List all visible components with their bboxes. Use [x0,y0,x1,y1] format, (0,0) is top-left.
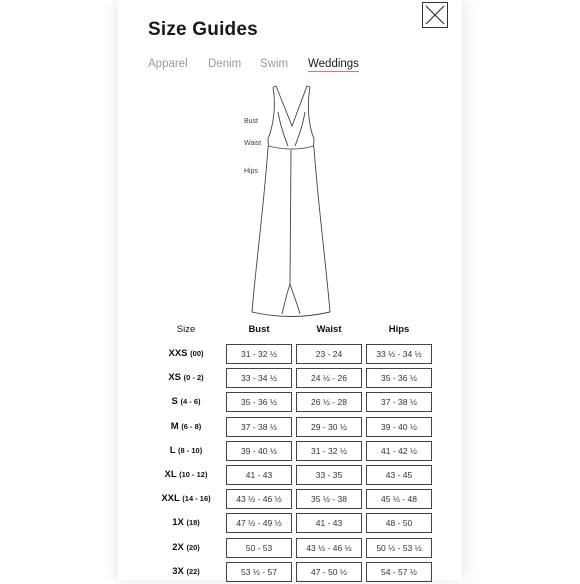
table-row [148,439,434,463]
waist-cell: 47 - 50 ½ [296,562,362,582]
waist-cell: 24 ½ - 26 [296,368,362,388]
bust-cell: 37 - 38 ½ [226,417,292,437]
bust-cell: 35 - 36 ½ [226,392,292,412]
waist-cell: 31 - 32 ½ [296,441,362,461]
size-label [148,542,224,553]
waist-cell: 26 ½ - 28 [296,392,362,412]
close-icon [425,5,445,25]
waist-cell: 43 ½ - 46 ½ [296,538,362,558]
bust-cell: 41 - 43 [226,465,292,485]
size-label [148,421,224,432]
table-row [148,487,434,511]
waist-cell: 35 ½ - 38 [296,489,362,509]
tab-denim[interactable]: Denim [208,58,242,70]
hips-cell: 41 - 42 ½ [366,441,432,461]
hips-cell: 54 - 57 ½ [366,562,432,582]
size-code: 3X [172,565,184,577]
hips-cell: 48 - 50 [366,513,432,533]
size-code: M [170,420,179,432]
table-row [148,342,434,366]
size-code: XXS [168,348,188,359]
size-label [148,566,224,577]
bust-cell: 39 - 40 ½ [226,441,292,461]
size-label [148,517,224,528]
bust-cell: 50 - 53 [226,538,292,558]
close-button[interactable] [422,2,448,28]
waist-cell: 29 - 30 ½ [296,417,362,437]
size-label [148,396,224,407]
waist-cell: 23 - 24 [296,344,362,364]
size-code: XXL [161,493,180,505]
size-code: XL [164,469,177,480]
waist-cell: 33 - 35 [296,465,362,485]
table-header [148,316,434,342]
table-row [148,536,434,560]
hips-label: Hips [244,168,259,175]
size-range: (0 - 2) [183,373,204,383]
size-code: 2X [172,541,184,553]
hips-cell: 33 ½ - 34 ½ [366,344,432,364]
bust-cell: 47 ½ - 49 ½ [226,513,292,533]
header-waist: Waist [316,324,342,335]
table-row [148,390,434,414]
table-row [148,511,434,535]
size-range: (10 - 12) [179,470,208,479]
size-label [148,493,224,504]
size-code: S [171,396,178,408]
size-label [148,445,224,456]
size-range: (8 - 10) [178,445,203,455]
size-code: 1X [172,517,184,529]
table-row [148,366,434,390]
size-label [148,372,224,383]
bust-cell: 33 - 34 ½ [226,368,292,388]
size-range: (6 - 8) [181,421,202,431]
table-row [148,560,434,584]
size-code: XS [168,372,182,384]
size-range: (18) [186,518,200,528]
size-range: (00) [190,349,204,358]
waist-cell: 41 - 43 [296,513,362,533]
size-label [148,469,224,480]
header-size: Size [176,324,196,335]
bust-cell: 31 - 32 ½ [226,344,292,364]
hips-cell: 45 ½ - 48 [366,489,432,509]
waist-label: Waist [244,140,262,147]
hips-cell: 43 - 45 [366,465,432,485]
hips-cell: 35 - 36 ½ [366,368,432,388]
header-bust: Bust [248,324,270,335]
size-label [148,348,224,359]
table-row [148,415,434,439]
table-row [148,463,434,487]
bust-label: Bust [244,118,259,125]
tab-swim[interactable]: Swim [260,58,289,70]
bust-cell: 43 ½ - 46 ½ [226,489,292,509]
page-title: Size Guides [148,19,258,40]
size-range: (20) [186,542,200,552]
bust-cell: 53 ½ - 57 [226,562,292,582]
hips-cell: 50 ½ - 53 ½ [366,538,432,558]
size-range: (22) [186,566,200,576]
size-range: (4 - 6) [180,397,201,407]
tab-weddings[interactable]: Weddings [308,58,359,70]
header-hips: Hips [388,324,410,335]
size-code: L [169,444,176,456]
hips-cell: 39 - 40 ½ [366,417,432,437]
size-range: (14 - 16) [182,494,211,504]
tab-apparel[interactable]: Apparel [148,58,188,70]
hips-cell: 37 - 38 ½ [366,392,432,412]
